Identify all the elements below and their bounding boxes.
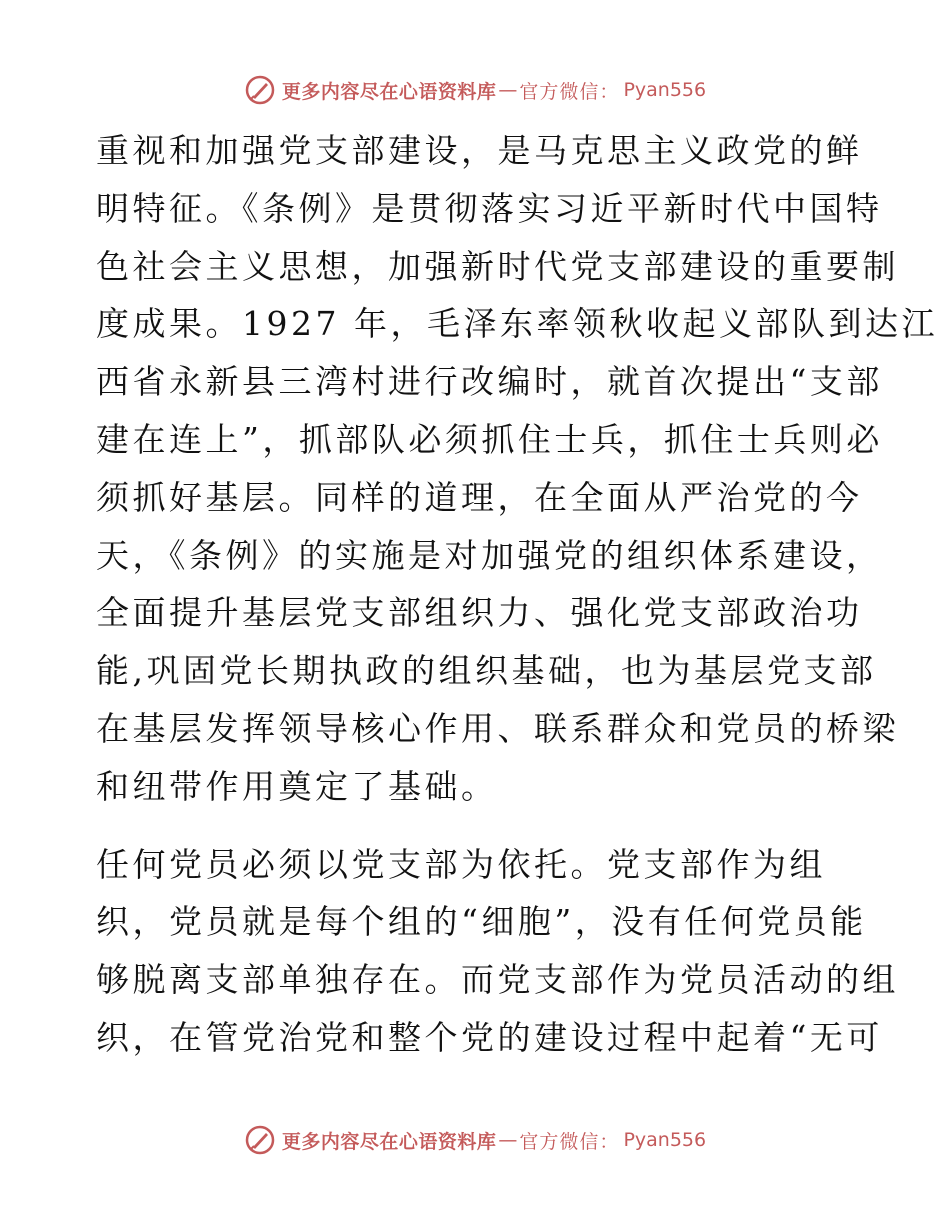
text-line: 建在连上”，抓部队必须抓住士兵，抓住士兵则必 — [96, 419, 883, 459]
banner-wechat-id: Pyan556 — [623, 79, 707, 101]
text-line: 和纽带作用奠定了基础。 — [96, 766, 498, 806]
quill-logo-icon — [244, 1124, 276, 1156]
text-line: 明特征。《条例》是贯彻落实习近平新时代中国特 — [96, 188, 883, 228]
text-line: 任何党员必须以党支部为依托。党支部作为组 — [96, 844, 826, 884]
text-line: 须抓好基层。同样的道理，在全面从严治党的今 — [96, 477, 863, 517]
text-line: 西省永新县三湾村进行改编时，就首次提出“支部 — [96, 362, 883, 402]
document-body — [96, 122, 938, 1087]
text-line: 天，《条例》的实施是对加强党的组织体系建设， — [96, 535, 883, 575]
footer-banner — [0, 1124, 950, 1156]
text-line: 全面提升基层党支部组织力、强化党支部政治功 — [96, 593, 863, 633]
text-line: 重视和加强党支部建设，是马克思主义政党的鲜 — [96, 131, 863, 170]
text-line: 度成果。1927 年，毛泽东率领秋收起义部队到达江 — [96, 304, 938, 344]
paragraph-1 — [96, 122, 938, 816]
banner-main-text: 更多内容尽在心语资料库 — [281, 1130, 497, 1153]
quill-logo-icon — [244, 74, 276, 106]
paragraph-2 — [96, 836, 899, 1067]
banner-wechat-label: 官方微信： — [519, 1130, 620, 1153]
text-line: 在基层发挥领导核心作用、联系群众和党员的桥梁 — [96, 708, 899, 748]
banner-main-text: 更多内容尽在心语资料库 — [281, 80, 497, 103]
banner-wechat-label: 官方微信： — [519, 80, 620, 103]
banner-wechat-id: Pyan556 — [623, 1129, 707, 1151]
text-line: 织，党员就是每个组的“细胞”，没有任何党员能 — [96, 902, 867, 942]
text-line: 够脱离支部单独存在。而党支部作为党员活动的组 — [96, 960, 899, 1000]
text-line: 织，在管党治党和整个党的建设过程中起着“无可 — [96, 1017, 883, 1057]
banner-dash: — — [498, 1129, 518, 1151]
banner-dash: — — [498, 79, 518, 101]
header-banner — [0, 74, 950, 106]
text-line: 色社会主义思想，加强新时代党支部建设的重要制 — [96, 246, 899, 286]
text-line: 能,巩固党长期执政的组织基础，也为基层党支部 — [96, 651, 877, 691]
